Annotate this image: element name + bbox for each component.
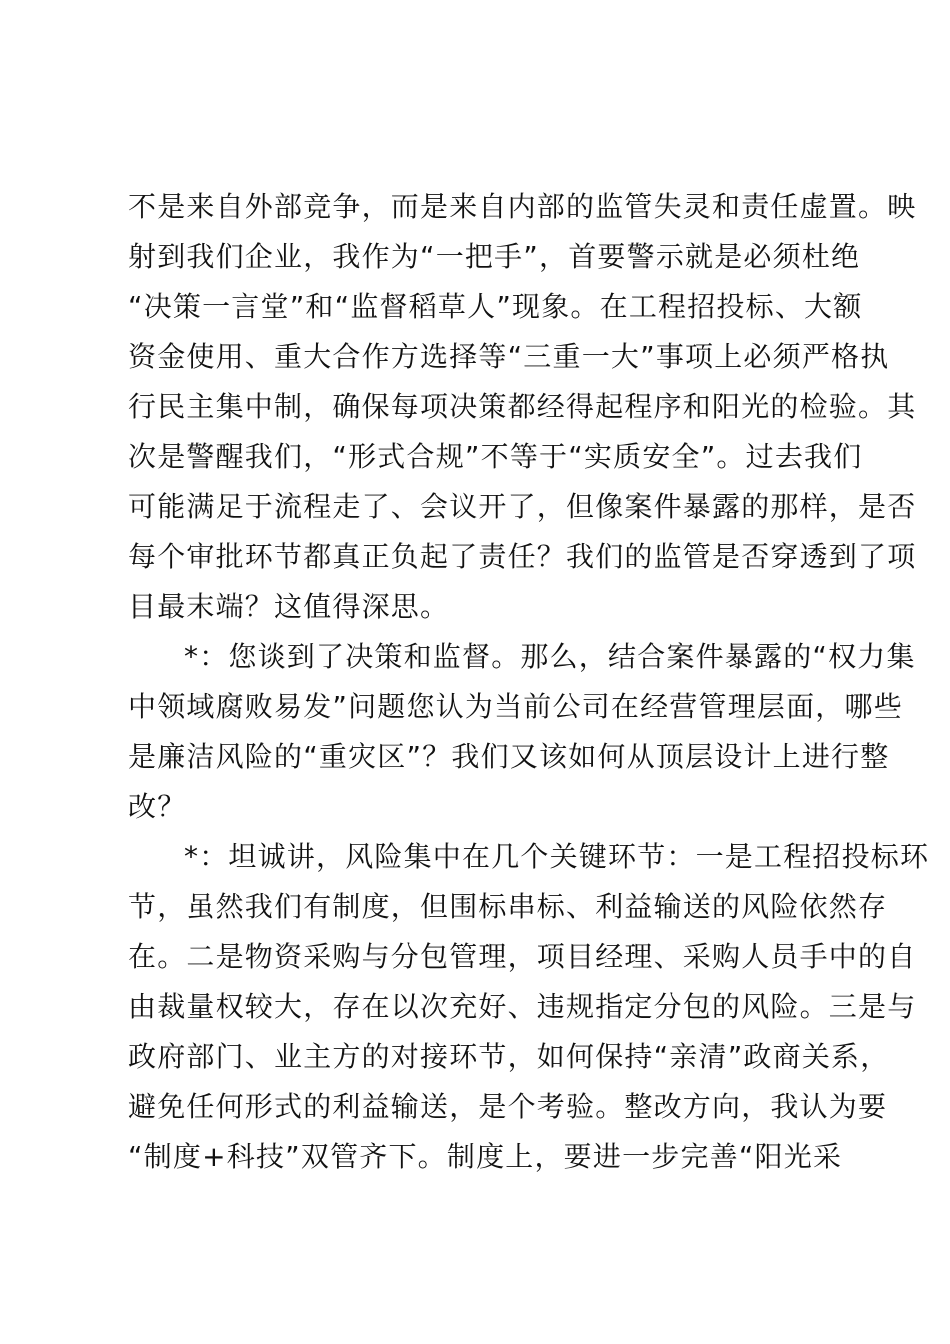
text-line: 行民主集中制，确保每项决策都经得起程序和阳光的检验。其 (128, 390, 917, 423)
text-line: 每个审批环节都真正负起了责任？我们的监管是否穿透到了项 (128, 540, 917, 573)
paragraph-answer (128, 832, 930, 1182)
text-line: “决策一言堂”和“监督稻草人”现象。在工程招投标、大额 (128, 290, 863, 323)
text-line: “制度+科技”双管齐下。制度上，要进一步完善“阳光采 (128, 1140, 843, 1173)
paragraph-continuation (128, 182, 917, 632)
text-line-first: *：坦诚讲，风险集中在几个关键环节：一是工程招投标环 (184, 840, 930, 873)
text-line: 射到我们企业，我作为“一把手”，首要警示就是必须杜绝 (128, 240, 861, 273)
text-line: 中领域腐败易发”问题您认为当前公司在经营管理层面，哪些 (128, 690, 903, 723)
text-line: 在。二是物资采购与分包管理，项目经理、采购人员手中的自 (128, 940, 917, 973)
document-body (128, 182, 930, 1182)
text-line: 可能满足于流程走了、会议开了，但像案件暴露的那样，是否 (128, 490, 917, 523)
text-line: 不是来自外部竞争，而是来自内部的监管失灵和责任虚置。映 (128, 190, 917, 223)
text-line: 由裁量权较大，存在以次充好、违规指定分包的风险。三是与 (128, 990, 917, 1023)
text-line: 是廉洁风险的“重灾区”？我们又该如何从顶层设计上进行整 (128, 740, 890, 773)
text-line: 目最末端？这值得深思。 (128, 590, 450, 623)
text-line: 改？ (128, 790, 187, 823)
text-line: 避免任何形式的利益输送，是个考验。整改方向，我认为要 (128, 1090, 888, 1123)
text-line: 次是警醒我们，“形式合规”不等于“实质安全”。过去我们 (128, 440, 863, 473)
paragraph-question (128, 632, 916, 832)
text-line: 政府部门、业主方的对接环节，如何保持“亲清”政商关系， (128, 1040, 890, 1073)
text-line: 节，虽然我们有制度，但围标串标、利益输送的风险依然存 (128, 890, 888, 923)
text-line: 资金使用、重大合作方选择等“三重一大”事项上必须严格执 (128, 340, 890, 373)
text-line-first: *：您谈到了决策和监督。那么，结合案件暴露的“权力集 (184, 640, 916, 673)
